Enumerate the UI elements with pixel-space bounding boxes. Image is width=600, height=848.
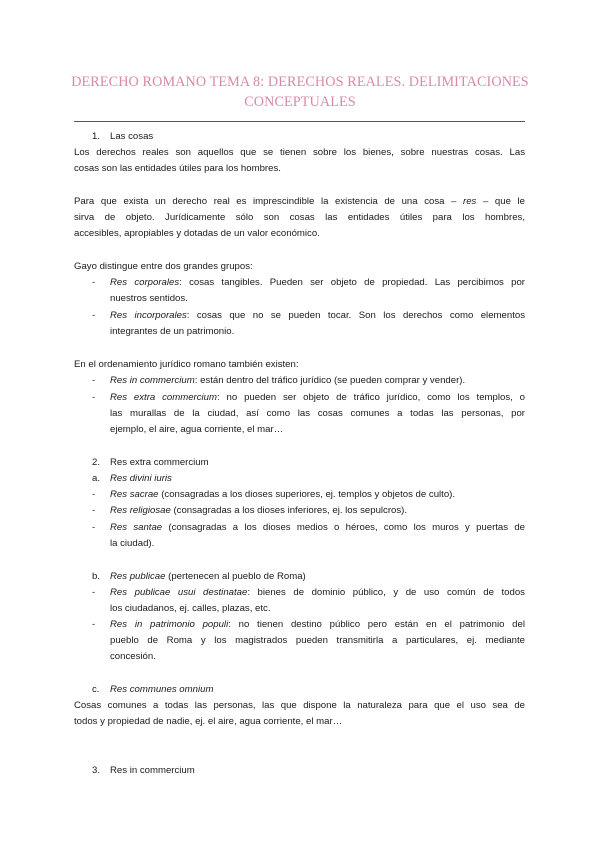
s2-b1-line2: los ciudadanos, ej. calles, plazas, etc. [110,603,271,614]
subsection-a-label: a. [92,473,101,484]
bullet-dash: - [92,277,96,288]
bullet-dash: - [92,489,96,500]
s1-p2-line2: sirva de objeto. Jurídicamente sólo son cosas las entidades útiles para los hombres, [74,212,525,223]
subsection-c-heading: Res communes omnium [110,684,214,695]
s1-b1-line1: Res corporales: cosas tangibles. Pueden ser objeto de propiedad. Las percibimos por [110,277,525,288]
s1-b2-line2: integrantes de un patrimonio. [110,326,235,337]
section-2-number: 2. [92,457,101,468]
bullet-dash: - [92,505,96,516]
s1-p4: En el ordenamiento jurídico romano también existen: [74,359,299,370]
section-1-heading: Las cosas [110,131,154,142]
section-1-number: 1. [92,131,101,142]
s1-p2-line1: Para que exista un derecho real es imprescindible la existencia de una cosa – res – que le [74,196,525,207]
s2-a1: Res sacrae (consagradas a los dioses superiores, ej. templos y objetos de culto). [110,489,456,500]
bullet-dash: - [92,587,96,598]
s1-b1-line2: nuestros sentidos. [110,293,188,304]
section-3-heading: Res in commercium [110,765,195,776]
s2-b2-line2: pueblo de Roma y los magistrados pueden transmitirla a particulares, ej. mediante [110,635,525,646]
bullet-dash: - [92,392,96,403]
bullet-dash: - [92,375,96,386]
s1-b4-line2: las murallas de la ciudad, así como las cosas comunes a todas las personas, por [110,408,525,419]
subsection-b-heading: Res publicae (pertenecen al pueblo de Roma) [110,571,306,582]
s2-b2-line3: concesión. [110,651,156,662]
bullet-dash: - [92,522,96,533]
s2-c-line1: Cosas comunes a todas las personas, las que dispone la naturaleza para que el uso sea de [74,700,525,711]
section-3-number: 3. [92,765,101,776]
s2-a3-line1: Res santae (consagradas a los dioses medios o héroes, como los muros y puertas de [110,522,525,533]
s1-p1-line2: cosas son las entidades útiles para los hombres. [74,163,281,174]
title-divider [74,121,525,122]
bullet-dash: - [92,619,96,630]
s1-b3-line1: Res in commercium: están dentro del tráfico jurídico (se pueden comprar y vender). [110,375,466,386]
title-line-2: CONCEPTUALES [244,94,356,110]
s1-p3: Gayo distingue entre dos grandes grupos: [74,261,253,272]
s2-a3-line2: la ciudad). [110,538,155,549]
s1-p2-line3: accesibles, apropiables y dotadas de un valor económico. [74,228,320,239]
res-term: res [463,196,477,207]
s2-b1-line1: Res publicae usui destinatae: bienes de dominio público, y de uso común de todos [110,587,525,598]
s1-p1-line1: Los derechos reales son aquellos que se tienen sobre los bienes, sobre nuestras cosas. Las [74,147,525,158]
s2-a2: Res religiosae (consagradas a los dioses inferiores, ej. los sepulcros). [110,505,408,516]
s1-b2-line1: Res incorporales: cosas que no se pueden tocar. Son los derechos como elementos [110,310,525,321]
s1-b4-line3: ejemplo, el aire, agua corriente, el mar… [110,424,284,435]
bullet-dash: - [92,310,96,321]
section-2-heading: Res extra commercium [110,457,209,468]
s2-c-line2: todos y propiedad de nadie, ej. el aire, agua corriente, el mar… [74,716,343,727]
document-title [70,72,530,112]
subsection-a-heading: Res divini iuris [110,473,172,484]
subsection-b-label: b. [92,571,101,582]
s2-b2-line1: Res in patrimonio populi: no tienen destino público pero están en el patrimonio del [110,619,525,630]
s1-b4-line1: Res extra commercium: no pueden ser objeto de tráfico jurídico, como los templos, o [110,392,525,403]
subsection-c-label: c. [92,684,100,695]
title-line-1: DERECHO ROMANO TEMA 8: DERECHOS REALES. DELIMITACIONES [71,74,529,90]
